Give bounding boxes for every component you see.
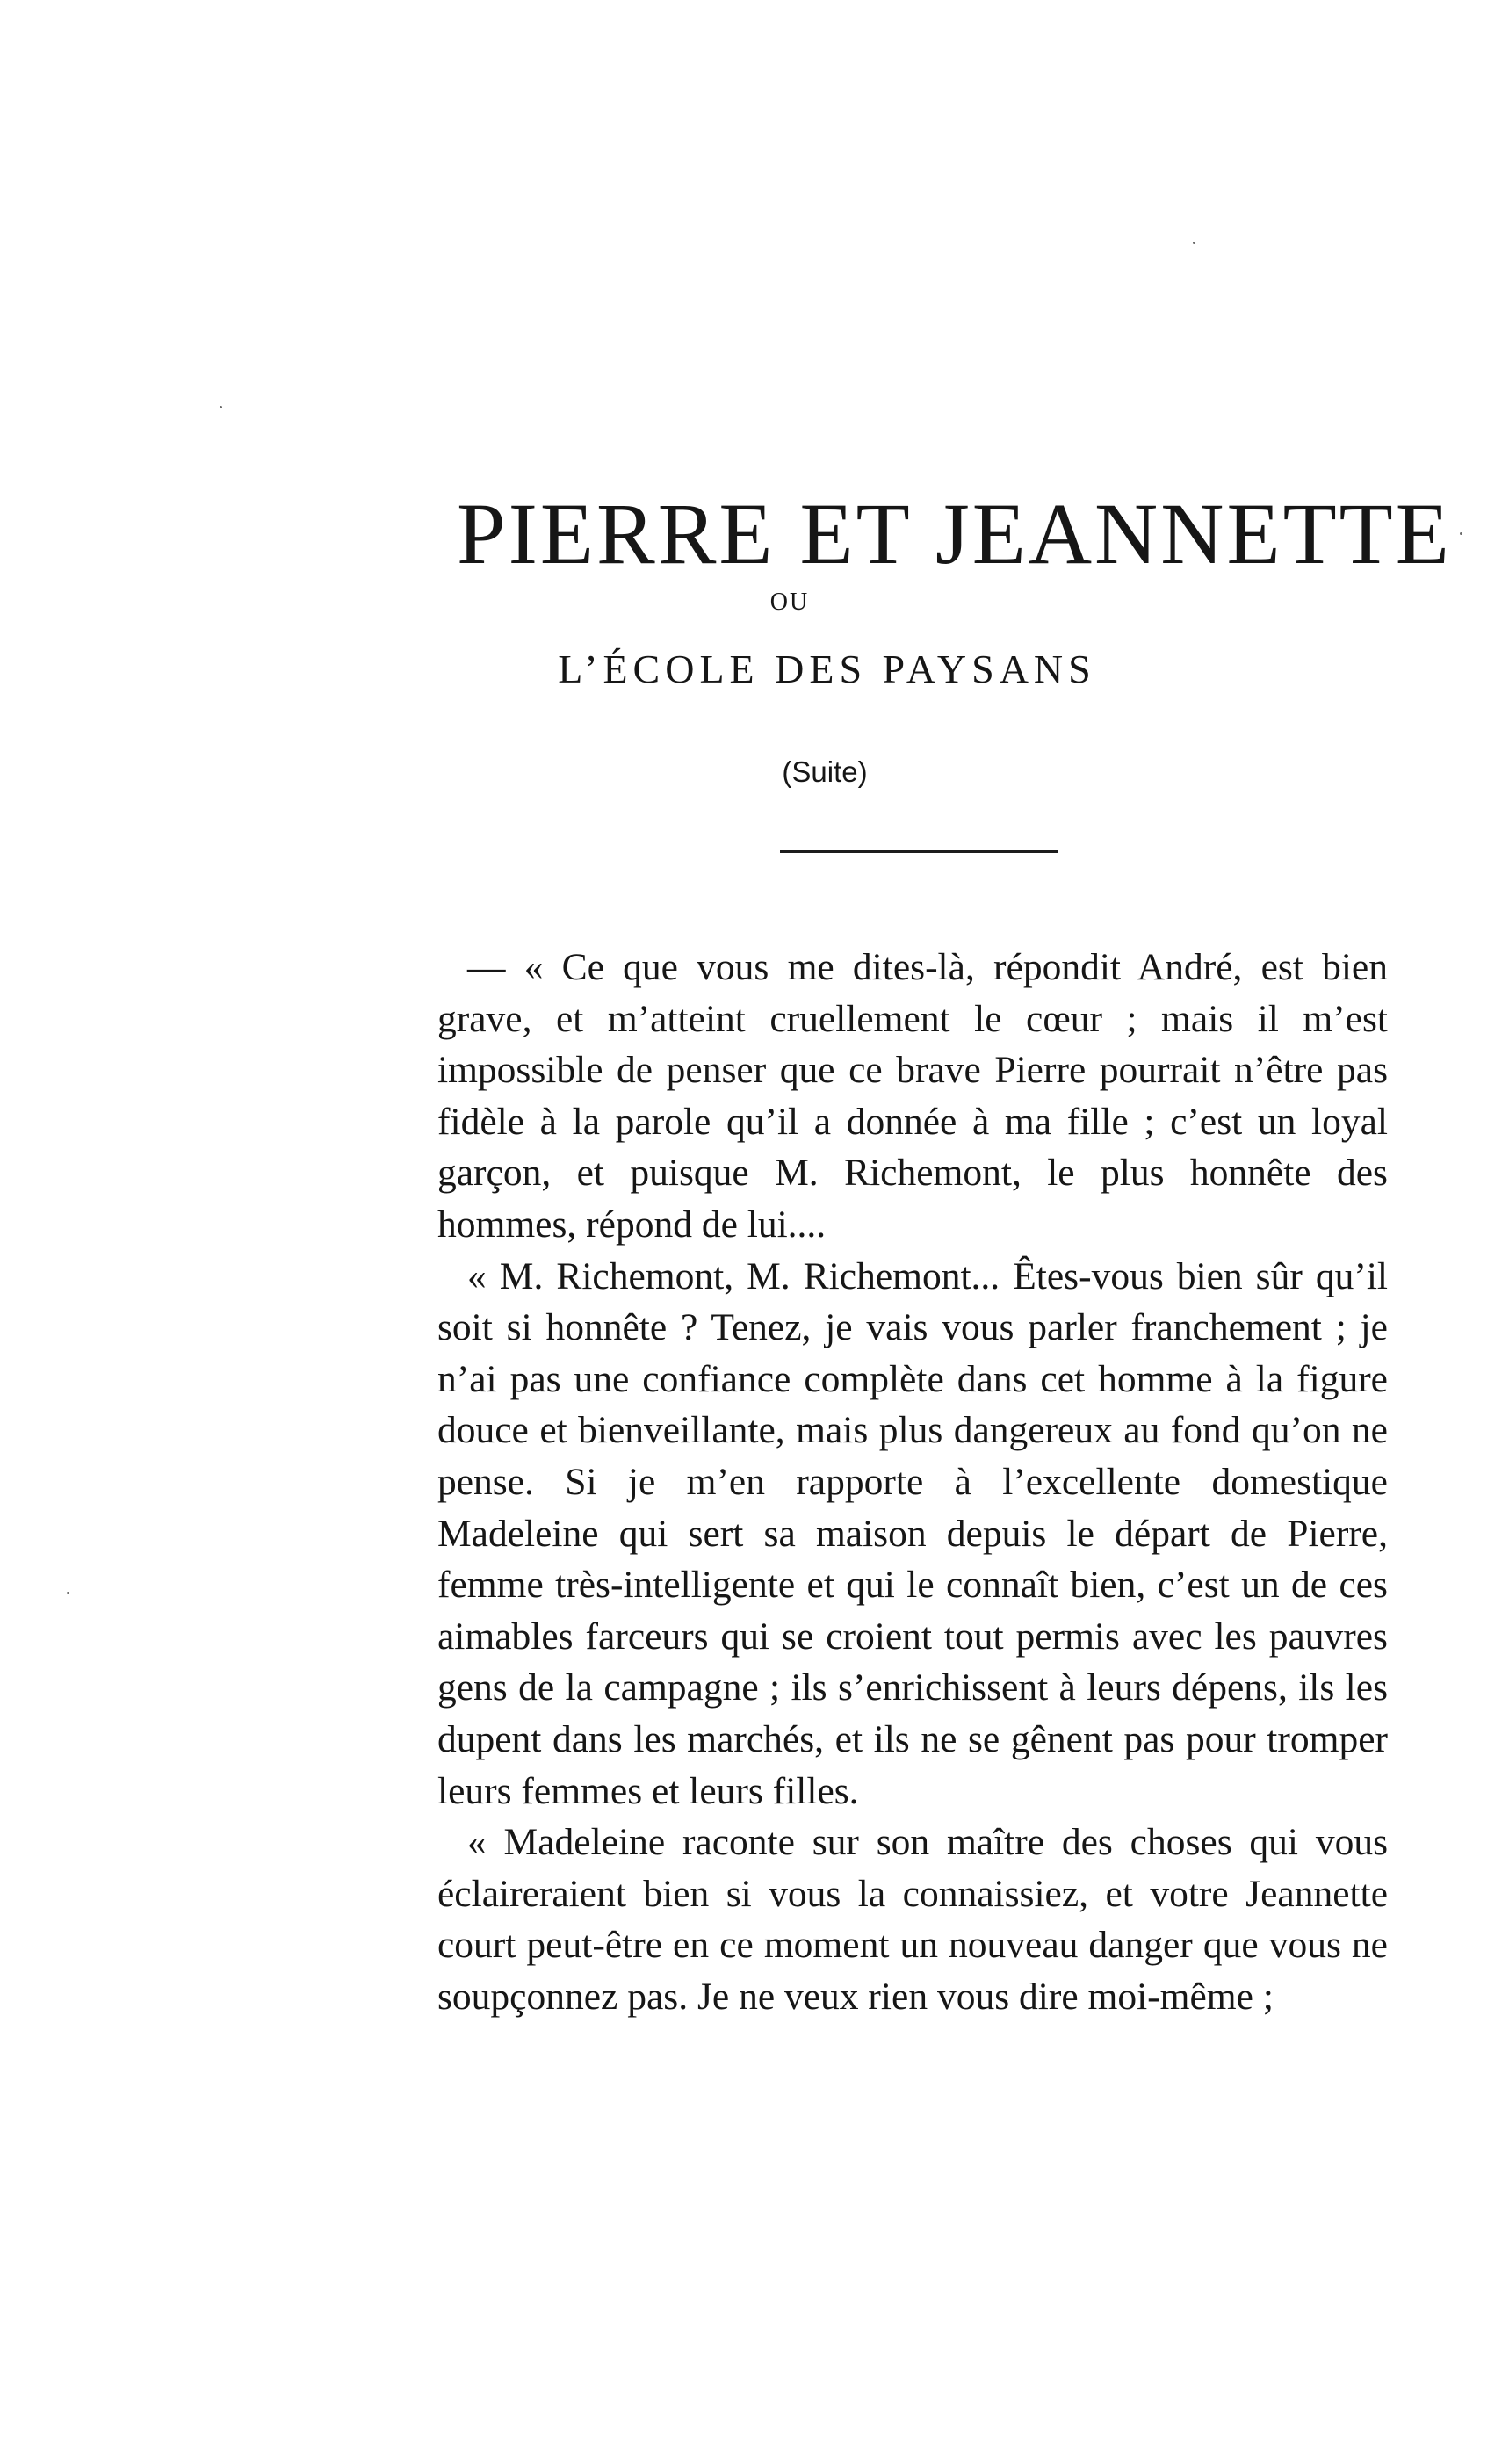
paper-speck xyxy=(67,1592,69,1594)
continuation-note: (Suite) xyxy=(782,755,868,788)
chapter-title: PIERRE ET JEANNETTE xyxy=(457,485,1452,582)
paper-speck xyxy=(1193,242,1195,244)
section-divider xyxy=(780,850,1058,853)
chapter-subtitle: L’ÉCOLE DES PAYSANS xyxy=(558,647,1096,691)
paragraph: — « Ce que vous me dites-là, répondit André, est bien grave, et m’atteint cruellement le cœur ; mais il m’est impossible de penser que ce brave Pierre pourrait n’être pas fidèle à la parole qu’il a donnée à ma fille ; c’est un loyal garçon, et puisque M. Richemont, le plus honnête des hommes, répond de lui.... xyxy=(437,946,1388,1246)
body-text xyxy=(437,942,1388,2022)
title-connector: OU xyxy=(769,589,810,616)
paragraph: « M. Richemont, M. Richemont... Êtes-vous bien sûr qu’il soit si honnête ? Tenez, je vais vous parler franchement ; je n’ai pas une confiance complète dans cet homme à la figure douce et bienveillante, mais plus dangereux au fond qu’on ne pense. Si je m’en rapporte à l’excellente domestique Madeleine qui sert sa maison depuis le départ de Pierre, femme très-intelligente et qui le connaît bien, c’est un de ces aimables farceurs qui se croient tout permis avec les pauvres gens de la campagne ; ils s’enrichissent à leurs dépens, ils les dupent dans les marchés, et ils ne se gênent pas pour tromper leurs femmes et leurs filles. xyxy=(437,1254,1388,1812)
paper-speck xyxy=(1460,532,1462,535)
paragraph: « Madeleine raconte sur son maître des choses qui vous éclaireraient bien si vous la connaissiez, et votre Jeannette court peut-être en ce moment un nouveau danger que vous ne soupçonnez pas. Je ne veux rien vous dire moi-même ; xyxy=(437,1821,1388,2018)
paper-speck xyxy=(220,406,222,408)
